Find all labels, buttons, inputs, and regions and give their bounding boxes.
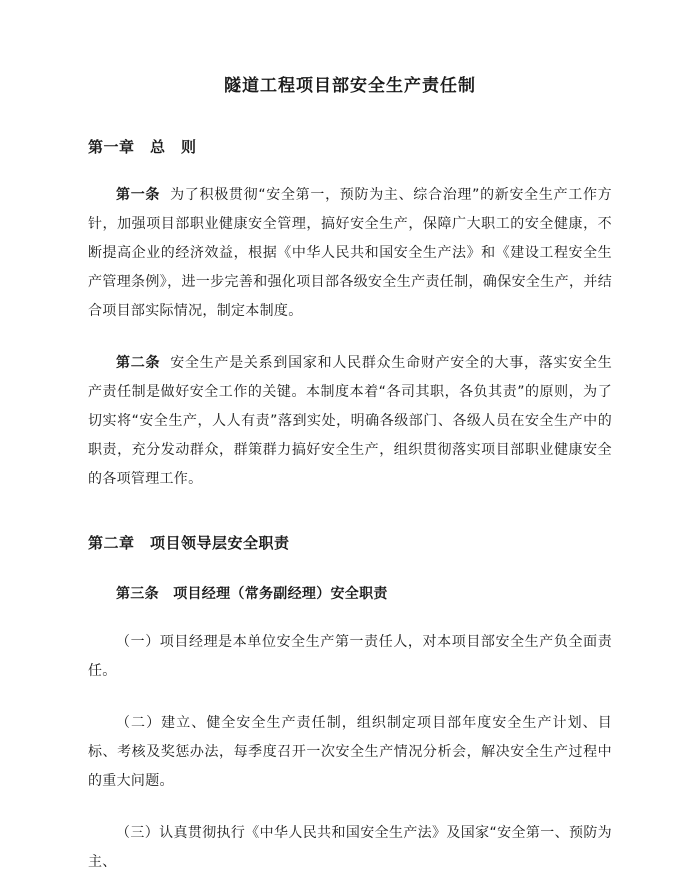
article-2-label: 第二条 — [116, 355, 161, 371]
article-1-paragraph — [88, 181, 612, 326]
article-3-item-3: （三）认真贯彻执行《中华人民共和国安全生产法》及国家“安全第一、预防为主、 — [88, 825, 612, 870]
article-3-heading: 第三条 项目经理（常务副经理）安全职责 — [116, 586, 388, 602]
article-3-item-2: （二）建立、健全安全生产责任制，组织制定项目部年度安全生产计划、目标、考核及奖惩办法，每季度召开一次安全生产情况分析会，解决安全生产过程中的重大问题。 — [88, 715, 612, 789]
document-title: 隧道工程项目部安全生产责任制 — [224, 76, 476, 96]
article-2-paragraph — [88, 349, 612, 494]
chapter-2-heading: 第二章 项目领导层安全职责 — [88, 534, 290, 552]
article-3-item-1: （一）项目经理是本单位安全生产第一责任人，对本项目部安全生产负全面责任。 — [88, 634, 612, 679]
article-1-text: 为了积极贯彻“安全第一，预防为主、综合治理”的新安全生产工作方针，加强项目部职业健康安全管理，搞好安全生产，保障广大职工的安全健康，不断提高企业的经济效益，根据《中华人民共和国安全生产法》和《建设工程安全生产管理条例》，进一步完善和强化项目部各级安全生产责任制，确保安全生产，并结合项目部实际情况，制定本制度。 — [88, 187, 612, 319]
article-1-label: 第一条 — [116, 187, 161, 203]
chapter-1-heading: 第一章 总 则 — [88, 138, 197, 156]
article-2-text: 安全生产是关系到国家和人民群众生命财产安全的大事，落实安全生产责任制是做好安全工作的关键。本制度本着“各司其职，各负其责”的原则，为了切实将“安全生产，人人有责”落到实处，明确各级部门、各级人员在安全生产中的职责，充分发动群众，群策群力搞好安全生产，组织贯彻落实项目部职业健康安全的各项管理工作。 — [88, 355, 613, 487]
